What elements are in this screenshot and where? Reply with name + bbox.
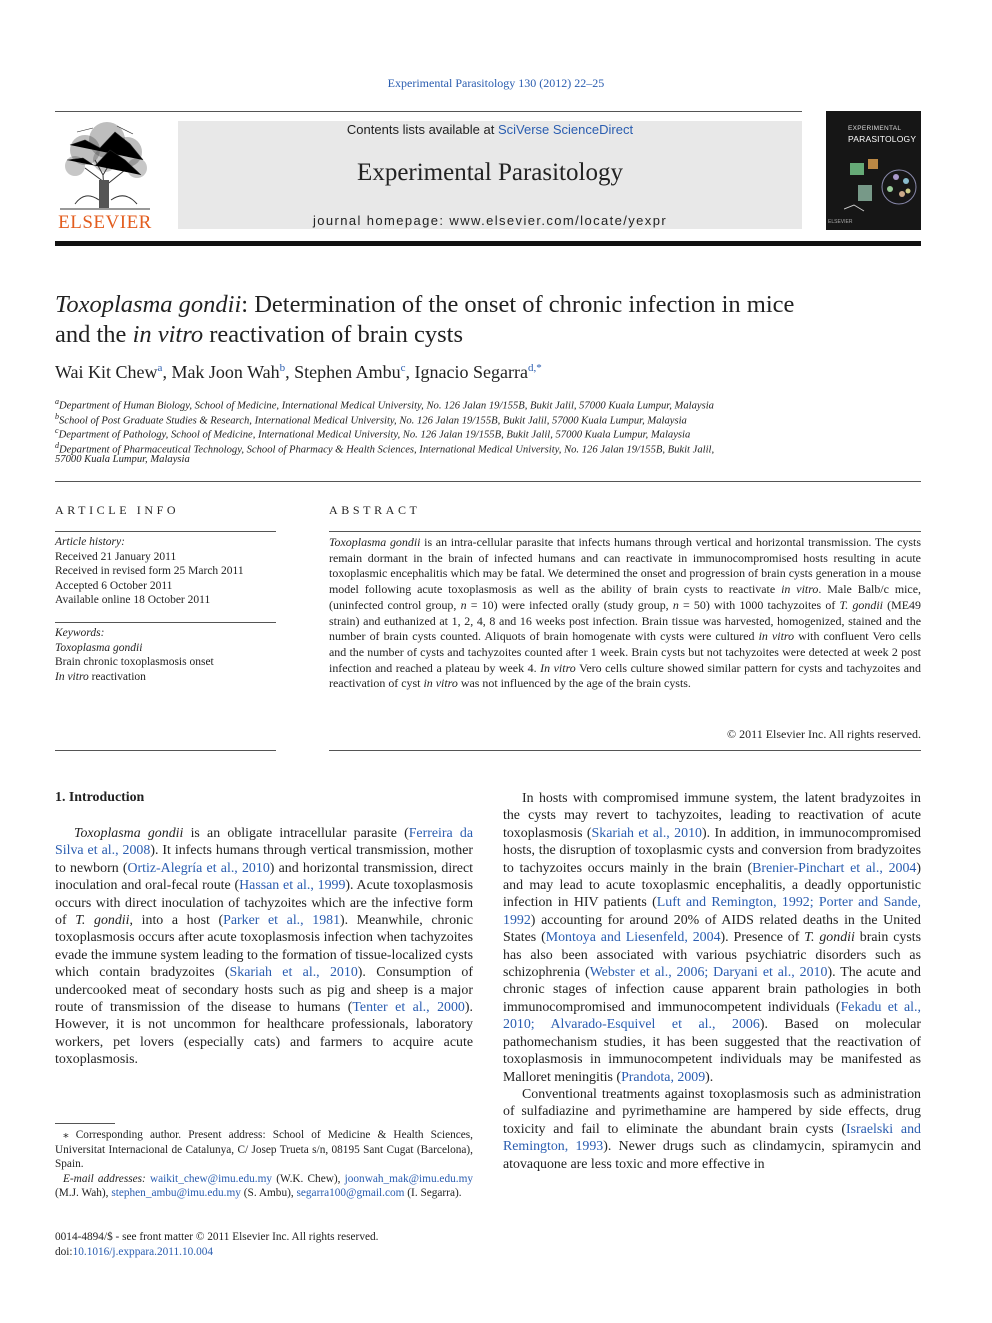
text-run: brain cysts has also been associated with various psychiatric disorders such as schizophrenia (	[503, 930, 921, 981]
title-invitro: in vitro	[132, 321, 204, 348]
author-separator: ,	[405, 362, 415, 382]
affiliation-text: 57000 Kuala Lumpur, Malaysia	[55, 454, 190, 465]
citation-link[interactable]: Skariah et al., 2010	[229, 965, 358, 981]
text-run: ) and horizontal transmission, direct inoculation and oral-fecal route (	[55, 860, 474, 894]
issn-line: 0014-4894/$ - see front matter © 2011 Elsevier Inc. All rights reserved.	[55, 1231, 379, 1243]
citation-link[interactable]: Brenier-Pinchart et al., 2004	[752, 860, 917, 876]
author[interactable]	[415, 362, 542, 382]
history-received: Received 21 January 2011	[55, 550, 177, 563]
intro-paragraph-3	[503, 1086, 921, 1173]
text-run: ). Newer drugs such as clindamycin, spiramycin and atovaquone are less toxic and more effective in	[503, 1139, 921, 1172]
text-run: ). The acute and chronic stages of infection cause apparent brain pathologies in both immunocompromised and immunocompetent individuals (	[503, 965, 921, 1015]
abstract-rule	[329, 531, 921, 532]
history-accepted: Accepted 6 October 2011	[55, 579, 173, 592]
keywords	[55, 626, 276, 684]
abstract-run: (ME49 strain) and euthanized at 1, 2, 4, 8 and 16 weeks post infection. Brain tissue was harvested, homogenized, stained and the number of brain cysts counted. Aliquots of brain homogenate with cysts were cultured	[329, 597, 921, 644]
contents-line	[178, 121, 802, 137]
citation-link[interactable]: Hassan et al., 1999	[239, 878, 346, 894]
author-affiliation-sup[interactable]: d,*	[528, 362, 542, 374]
author-name: Mak Joon Wah	[171, 362, 280, 382]
affiliation-sup: d	[55, 440, 59, 450]
text-run: ). Acute toxoplasmosis occurs with direct inoculation of tachyzoites which are the infective form of	[55, 878, 474, 929]
sciencedirect-link[interactable]: SciVerse ScienceDirect	[497, 122, 634, 137]
affiliation-sup: b	[55, 411, 59, 421]
abstract-run: Vero cells culture showed similar pattern for cysts and tachyzoites and reactivation of cyst	[329, 660, 921, 691]
email-link[interactable]: waikit_chew@imu.edu.my	[149, 1172, 273, 1185]
journal-citation[interactable]: Experimental Parasitology 130 (2012) 22–25	[387, 76, 605, 90]
intro-heading: 1. Introduction	[55, 790, 145, 805]
elsevier-tree-icon	[55, 120, 155, 212]
elsevier-wordmark: ELSEVIER	[58, 212, 152, 233]
italic-term: T. gondii	[804, 930, 855, 946]
journal-banner	[178, 121, 802, 229]
text-run: ). Meanwhile, chronic toxoplasmosis occurs after acute toxoplasmosis infection when tachyzoites evade the immune system leading to the formation of tissue-localized cysts which contain bradyzoites (	[55, 913, 474, 981]
text-run: ). It infects humans through vertical transmission, mother to newborn (	[55, 843, 474, 876]
header-rule	[55, 111, 802, 112]
email-label: E-mail addresses:	[63, 1172, 146, 1185]
intro-col-right	[503, 790, 921, 1173]
footnote-rule	[55, 1123, 115, 1124]
affiliation-text: Department of Pharmaceutical Technology, School of Pharmacy & Health Sciences, International Medical University, No. 126 Jalan 19/155B, Bukit Jalil,	[59, 444, 715, 456]
doi-label: doi:	[55, 1245, 73, 1258]
title-part1: : Determination of the onset of chronic infection in mice	[241, 291, 795, 318]
citation-link[interactable]: Tenter et al., 2000	[352, 1000, 465, 1016]
email-link[interactable]: stephen_ambu@imu.edu.my	[111, 1187, 241, 1200]
abstract-heading: ABSTRACT	[329, 503, 421, 517]
header-thick-rule	[55, 241, 921, 246]
history-online: Available online 18 October 2011	[55, 594, 211, 606]
abstract-run: was not influenced by the age of the brain cysts.	[457, 676, 691, 691]
email-owner: (M.J. Wah),	[55, 1187, 112, 1200]
author-list	[55, 362, 935, 383]
affiliation-sup: a	[55, 397, 59, 406]
copyright: © 2011 Elsevier Inc. All rights reserved.	[727, 727, 921, 741]
affiliation-text: Department of Pathology, School of Medicine, International Medical University, No. 126 Jalan 19/155B, Bukit Jalil, 57000 Kuala Lumpur, Malaysia	[58, 429, 691, 441]
intro-paragraph-1	[55, 825, 473, 1069]
citation-link[interactable]: Parker et al., 1981	[223, 913, 341, 929]
text-run: ). Consumption of undercooked meat of secondary hosts such as pig and sheep is a major route of transmission of the disease to humans (	[55, 965, 474, 1016]
history-label: Article history:	[55, 536, 125, 548]
abstract-italic: n	[460, 597, 467, 612]
text-run: ). Based on molecular pathomechanism studies, it has been suggested that the reactivation of toxoplasmosis in immunocompetent individuals may be manifested as Malloret meningitis (	[503, 1017, 921, 1085]
author-separator: ,	[162, 362, 172, 382]
citation-link[interactable]: Webster et al., 2006; Daryani et al., 2010	[589, 965, 828, 981]
article-title	[55, 290, 935, 350]
email-owner: (S. Ambu),	[240, 1187, 297, 1200]
cover-title-line1: EXPERIMENTAL	[848, 125, 902, 132]
title-part2a: and the	[55, 321, 133, 348]
citation-link[interactable]: Ferreira da Silva et al., 2008	[55, 826, 473, 859]
abstract-italic: in vitro	[758, 629, 795, 644]
abstract-italic: n	[672, 597, 679, 612]
elsevier-logo[interactable]	[55, 120, 155, 232]
text-run: ) accounting for around 20% of AIDS related deaths in the United States (	[503, 912, 921, 946]
email-link[interactable]: joonwah_mak@imu.edu.my	[344, 1172, 474, 1185]
title-species: Toxoplasma gondii	[55, 291, 242, 318]
author-name: Wai Kit Chew	[55, 362, 158, 382]
contents-prefix: Contents lists available at	[346, 122, 498, 137]
author-name: Ignacio Segarra	[414, 362, 528, 382]
front-matter	[55, 1230, 485, 1259]
text-run: , into a host (	[129, 913, 224, 929]
author[interactable]	[171, 362, 294, 382]
text-run: ) and may lead to acute toxoplasmic encephalitis, a deadly opportunistic infection in HIV patients (	[503, 860, 921, 911]
text-run: In hosts with compromised immune system, the latent bradyzoites in the cysts may revert to tachyzoites, leading to reactivation of acute toxoplasmosis (	[503, 791, 921, 841]
title-part2b: reactivation of brain cysts	[203, 321, 463, 348]
affiliations-rule	[55, 481, 921, 482]
text-run: ). In addition, in immunocompromised hosts, the disruption of toxoplasmic cysts and conversion from bradyzoites to tachyzoites occurs mainly in the brain (	[503, 825, 921, 876]
italic-term: Toxoplasma gondii	[74, 826, 184, 841]
author[interactable]	[294, 362, 414, 382]
citation-link[interactable]: Skariah et al., 2010	[591, 825, 702, 841]
citation-link[interactable]: Montoya and Liesenfeld, 2004	[545, 930, 721, 946]
keyword-italic: In vitro	[55, 670, 89, 683]
citation-link[interactable]: Prandota, 2009	[621, 1069, 706, 1085]
abstract-run: = 10) were infected orally (study group,	[466, 597, 673, 612]
email-owner: (I. Segarra).	[404, 1187, 462, 1200]
abstract-italic: Toxoplasma gondii	[329, 535, 421, 549]
abstract-italic: in vitro	[781, 582, 819, 597]
abstract-italic: T. gondii	[839, 597, 883, 612]
citation-link[interactable]: Fekadu et al., 2010; Alvarado-Esquivel et al., 2006	[503, 999, 921, 1033]
abstract-italic: in vitro	[423, 676, 458, 691]
author-affiliation-sup[interactable]: c	[400, 362, 406, 374]
abstract-text	[329, 535, 921, 692]
author-affiliation-sup[interactable]: a	[157, 362, 163, 374]
article-info-rule	[55, 531, 276, 532]
text-run: ). However, it is not uncommon for healthcare professionals, laboratory workers, pet lovers (especially cats) and farmers to acquire acute toxoplasmosis.	[55, 1000, 473, 1068]
email-link[interactable]: segarra100@gmail.com	[296, 1187, 405, 1200]
text-run: ). Presence of	[720, 930, 805, 946]
author-name: Stephen Ambu	[294, 362, 401, 382]
affiliation-text: School of Post Graduate Studies & Research, International Medical University, No. 126 Jalan 19/155B, Bukit Jalil, 57000 Kuala Lumpur, Malaysia	[59, 415, 687, 427]
abstract-run: with confluent Vero cells and the number of cysts and tachyzoites counted after 1 week. Brain cysts but not tachyzoites were detected at week 2 post infection and reached a plateau by week 4.	[329, 629, 922, 675]
email-addresses	[55, 1172, 473, 1201]
abstract-run: = 50) with 1000 tachyzoites of	[678, 597, 840, 612]
doi-link[interactable]: 10.1016/j.exppara.2011.10.004	[72, 1245, 214, 1258]
citation-link[interactable]: Israelski and Remington, 1993	[503, 1121, 921, 1155]
abstract-bottom-rule	[329, 750, 921, 751]
email-owner: (W.K. Chew),	[272, 1172, 345, 1185]
citation-link[interactable]: Luft and Remington, 1992; Porter and Sande, 1992	[503, 895, 921, 928]
keywords-rule	[55, 622, 276, 623]
cover-artwork-icon	[844, 149, 918, 219]
text-run: Conventional treatments against toxoplasmosis such as administration of sulfadiazine and pyrimethamine are hampered by side effects, drug toxicity and fail to eliminate the abundant brain cysts (	[503, 1086, 921, 1137]
article-info-bottom-rule	[55, 750, 276, 751]
footnote	[55, 1128, 473, 1201]
keyword	[55, 670, 276, 685]
abstract-run: is an intra-cellular parasite that infects humans through vertical and horizontal transmission. The cysts remain dormant in the brain of infected humans and can reactivate in immunocompromised hosts resulting in acute toxoplasmic encephalitis which may be fatal. We determined the onset and progression of brain cysts generation in a mouse model following acute toxoplasmosis as well as the ability of brain cysts to reactivate	[329, 535, 921, 597]
affiliation-text: Department of Human Biology, School of Medicine, International Medical University, No. 126 Jalan 19/155B, Bukit Jalil, 57000 Kuala Lumpur, Malaysia	[59, 400, 714, 412]
intro-col-left	[55, 825, 473, 1069]
article-info-heading: ARTICLE INFO	[55, 503, 180, 517]
affiliation-sup: c	[55, 426, 59, 435]
citation-link[interactable]: Ortiz-Alegría et al., 2010	[127, 860, 270, 876]
journal-homepage[interactable]: journal homepage: www.elsevier.com/locate/yexpr	[312, 213, 668, 228]
abstract-italic: In vitro	[540, 660, 576, 675]
text-run: is an obligate intracellular parasite (	[183, 826, 409, 841]
cover-title-line2: PARASITOLOGY	[848, 134, 917, 144]
history-revised: Received in revised form 25 March 2011	[55, 565, 244, 577]
author[interactable]	[55, 362, 171, 382]
affiliation	[55, 453, 935, 468]
keyword-rest: reactivation	[88, 670, 146, 683]
keyword: Brain chronic toxoplasmosis onset	[55, 656, 214, 668]
author-affiliation-sup[interactable]: b	[279, 362, 286, 374]
cover-publisher-mark: ELSEVIER	[828, 219, 853, 225]
italic-term: T. gondii	[75, 913, 130, 929]
doi-line	[55, 1245, 485, 1260]
journal-cover-image[interactable]	[826, 111, 921, 230]
abstract-run: . Male Balb/c mice, (uninfected control group,	[329, 582, 922, 612]
intro-paragraph-2	[503, 790, 921, 1086]
keywords-label: Keywords:	[55, 627, 105, 639]
keyword: Toxoplasma gondii	[55, 641, 143, 654]
journal-name: Experimental Parasitology	[357, 159, 623, 186]
author-separator: ,	[285, 362, 295, 382]
article-history	[55, 535, 276, 608]
corresponding-author-note: ⁎ Corresponding author. Present address: School of Medicine & Health Sciences, Universitat Internacional de Catalunya, C/ Josep Trueta s/n, 08195 Sant Cugat (Barcelona), Spain.	[55, 1129, 473, 1171]
text-run: ).	[705, 1069, 714, 1085]
